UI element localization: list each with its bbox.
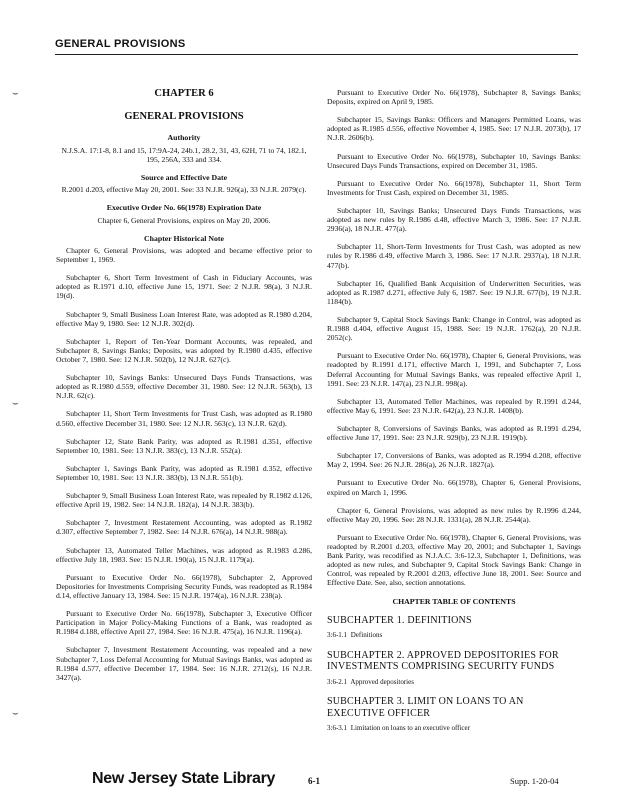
history-paragraph: Subchapter 15, Savings Banks: Officers and Managers Permitted Loans, was adopted as R.1985 d.556, effective November 4, 1985. See: 17 N.J.R. 2073(b), 17 N.J.R. 2606(b). [327,115,581,143]
history-paragraph: Subchapter 1, Report of Ten-Year Dormant Accounts, was repealed, and Subchapter 8, Savings Banks; Deposits, was adopted by R.1980 d.435, effective October 7, 1980. See: 12 N.J.R. 502(b), 12 N.J.R. 627(c). [56,336,312,364]
history-paragraph: Subchapter 7, Investment Restatement Accounting, was adopted as R.1982 d.307, effective September 7, 1982. See: 14 N.J.R. 676(a), 14 N.J.R. 988(a). [56,518,312,537]
toc-subchapter-title: SUBCHAPTER 2. APPROVED DEPOSITORIES FOR INVESTMENTS COMPRISING SECURITY FUNDS [327,649,559,673]
toc-subchapter-title: SUBCHAPTER 1. DEFINITIONS [327,614,472,626]
margin-mark: ⌣ [12,708,19,719]
history-paragraph: Pursuant to Executive Order No. 66(1978), Subchapter 10, Savings Banks: Unsecured Days Funds Transactions, expired on December 31, 1985. [327,151,581,170]
history-paragraph: Pursuant to Executive Order No. 66(1978), Chapter 6, General Provisions, was readopted by R.2001 d.203, effective May 20, 2001; and Subchapter 1, Savings Bank Parity, was recodified as N.J.A.C. 3:6-12.3, Subchapter 1, Definitions, was adopted as new rules, and Subchapter 9, Capital Stock Savings Bank: Change in Control, was repealed by R.2001 d.203, effective June 18, 2001. See: Source and Effective Date. See, also, section annotations. [327,532,581,588]
history-paragraphs-left [56,246,312,682]
history-paragraph: Subchapter 11, Short-Term Investments for Trust Cash, was adopted as new rules by R.1986 d.49, effective March 3, 1986. See: 17 N.J.R. 2937(a), 18 N.J.R. 477(b). [327,242,581,270]
history-paragraph: Pursuant to Executive Order No. 66(1978), Subchapter 11, Short Term Investments for Trust Cash, expired on December 31, 1985. [327,178,581,197]
history-paragraph: Subchapter 16, Qualified Bank Acquisition of Underwritten Securities, was adopted as R.1987 d.271, effective July 6, 1987. See: 19 N.J.R. 677(b), 19 N.J.R. 1184(b). [327,278,581,306]
margin-mark: ⌣ [12,88,19,99]
left-column [56,88,312,691]
history-paragraph: Pursuant to Executive Order No. 66(1978), Chapter 6, General Provisions, expired on March 1, 1996. [327,478,581,497]
history-paragraph: Subchapter 10, Savings Banks; Unsecured Days Funds Transactions, was adopted as new rules by R.1986 d.48, effective March 3, 1986. See: 17 N.J.R. 2936(a), 18 N.J.R. 477(a). [327,205,581,234]
expiration-heading: Executive Order No. 66(1978) Expiration Date [106,203,262,213]
history-paragraph: Pursuant to Executive Order No. 66(1978), Subchapter 2, Approved Depositories for Investments Comprising Security Funds, was readopted as R.1984 d.14, effective January 13, 1984. See: 15 N.J.R. 1974(a), 16 N.J.R. 238(a). [56,572,312,600]
history-paragraph: Subchapter 9, Small Business Loan Interest Rate, was adopted as R.1980 d.204, effective May 9, 1980. See: 12 N.J.R. 302(d). [56,309,312,328]
header-rule [55,54,578,55]
history-paragraph: Subchapter 9, Small Business Loan Interest Rate, was repealed by R.1982 d.126, effective April 19, 1982. See: 14 N.J.R. 182(a), 14 N.J.R. 383(b). [56,491,312,510]
history-paragraph: Chapter 6, General Provisions, was adopted as new rules by R.1996 d.244, effective May 20, 1996. See: 28 N.J.R. 1331(a), 28 N.J.R. 2544(a). [327,505,581,524]
page-number: 6-1 [308,776,320,786]
table-of-contents [327,615,581,733]
toc-subchapter-title: SUBCHAPTER 3. LIMIT ON LOANS TO AN EXECUTIVE OFFICER [327,696,524,719]
history-paragraph: Subchapter 9, Capital Stock Savings Bank: Change in Control, was adopted as R.1988 d.404, effective August 15, 1988. See: 19 N.J.R. 1762(a), 20 N.J.R. 2052(c). [327,314,581,343]
history-paragraph: Subchapter 13, Automated Teller Machines, was adopted as R.1983 d.286, effective July 18, 1983. See: 15 N.J.R. 190(a), 15 N.J.R. 1179(a). [56,545,312,564]
history-paragraph: Subchapter 6, Short Term Investment of Cash in Fiduciary Accounts, was adopted as R.1971 d.10, effective June 15, 1971. See: 2 N.J.R. 98(a), 3 N.J.R. 19(d). [56,273,312,301]
toc-section-number: 3:6-1.1 [327,631,348,640]
toc-heading: CHAPTER TABLE OF CONTENTS [392,597,516,607]
history-paragraphs-right [327,88,581,587]
toc-section-number: 3:6-3.1 [327,724,348,733]
history-paragraph: Subchapter 12, State Bank Parity, was adopted as R.1981 d.351, effective September 10, 1981. See: 13 N.J.R. 383(c), 13 N.J.R. 552(a). [56,436,312,455]
history-paragraph: Subchapter 11, Short Term Investments for Trust Cash, was adopted as R.1980 d.560, effective December 31, 1980. See: 12 N.J.R. 563(c), 13 N.J.R. 62(d). [56,409,312,428]
history-paragraph: Pursuant to Executive Order No. 66(1978), Subchapter 3, Executive Officer Participation in Major Policy-Making Functions of a Bank, was readopted as R.1984 d.188, effective April 27, 1984. See: 16 N.J.R. 475(a), 16 N.J.R. 1196(a). [56,609,312,637]
toc-section [327,724,581,732]
toc-section-label: Approved depositories [350,677,414,686]
history-paragraph: Pursuant to Executive Order No. 66(1978), Chapter 6, General Provisions, was readopted by R.1991 d.171, effective March 1, 1991, and Subchapter 7, Loss Deferral Accounting for Mutual Savings Banks, was repealed effective April 1, 1991. See: 23 N.J.R. 147(a), 23 N.J.R. 998(a). [327,351,581,388]
chapter-title: GENERAL PROVISIONS [124,110,244,122]
history-paragraph: Subchapter 10, Savings Banks: Unsecured Days Funds Transactions, was adopted as R.1980 d.559, effective December 31, 1980. See: 12 N.J.R. 563(b), 13 N.J.R. 62(c). [56,373,312,401]
toc-section-label: Limitation on loans to an executive officer [350,724,470,733]
history-paragraph: Subchapter 1, Savings Bank Parity, was adopted as R.1981 d.352, effective September 10, 1981. See: 13 N.J.R. 383(b), 13 N.J.R. 551(b). [56,463,312,482]
authority-text: N.J.S.A. 17:1-8, 8.1 and 15, 17:9A-24, 24b.1, 28.2, 31, 43, 62H, 71 to 74, 182.1, 195, 256A, 333 and 334. [61,145,307,164]
history-paragraph: Subchapter 13, Automated Teller Machines, was repealed by R.1991 d.244, effective May 6, 1991. See: 23 N.J.R. 642(a), 23 N.J.R. 1408(b). [327,396,581,415]
source-text: R.2001 d.203, effective May 20, 2001. See: 33 N.J.R. 926(a), 33 N.J.R. 2079(c). [61,185,307,195]
history-heading: Chapter Historical Note [144,233,224,243]
history-paragraph: Subchapter 8, Conversions of Savings Banks, was adopted as R.1991 d.294, effective June 17, 1991. See: 23 N.J.R. 929(b), 23 N.J.R. 1919(b). [327,423,581,443]
toc-section-number: 3:6-2.1 [327,677,348,686]
running-head: GENERAL PROVISIONS [55,38,186,50]
chapter-label: CHAPTER 6 [154,88,214,99]
library-name: New Jersey State Library [92,770,276,787]
history-paragraph: Subchapter 7, Investment Restatement Accounting, was repealed and a new Subchapter 7, Loss Deferral Accounting for Mutual Savings Banks, was adopted as R.1984 d.577, effective December 17, 1984. See: 16 N.J.R. 2712(s), 16 N.J.R. 3427(a). [56,645,312,682]
expiration-text: Chapter 6, General Provisions, expires on May 20, 2006. [97,215,271,225]
source-heading: Source and Effective Date [140,172,228,182]
history-paragraph: Subchapter 17, Conversions of Banks, was adopted as R.1994 d.208, effective May 2, 1994. See: 26 N.J.R. 286(a), 26 N.J.R. 1827(a). [327,451,581,470]
margin-mark: ⌣ [12,398,19,409]
authority-heading: Authority [167,133,201,143]
history-paragraph: Chapter 6, General Provisions, was adopted and became effective prior to September 1, 1969. [56,246,312,265]
history-paragraph: Pursuant to Executive Order No. 66(1978), Subchapter 8, Savings Banks; Deposits, expired on April 9, 1985. [327,88,581,107]
supplement-date: Supp. 1-20-04 [510,776,559,786]
toc-section [327,678,581,686]
toc-section-label: Definitions [350,631,383,640]
right-column [327,88,581,743]
toc-section [327,631,581,639]
